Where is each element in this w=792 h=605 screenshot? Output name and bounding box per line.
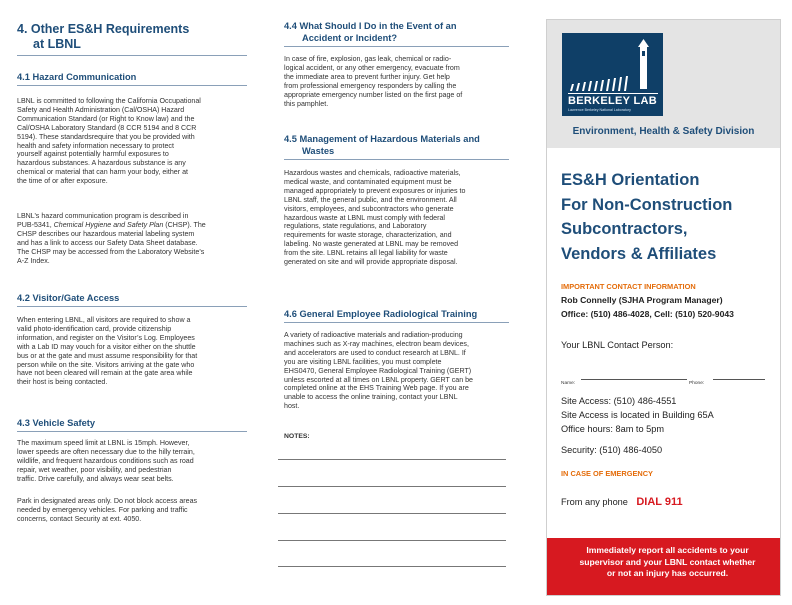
text-line: concerns, contact Security at ext. 4050.: [17, 514, 142, 523]
program-manager: Rob Connelly (SJHA Program Manager): [561, 295, 723, 305]
text-line: bus or at the gate and must assume responsibility for that: [17, 351, 198, 360]
text-line: and has a link to access our Safety Data Sheet database.: [17, 238, 198, 247]
text-line: Hazardous wastes and chemicals, radioactive materials,: [284, 169, 461, 177]
heading-4-6: 4.6 General Employee Radiological Training: [284, 308, 509, 323]
name-underline: [581, 379, 687, 380]
text-line: When entering LBNL, all visitors are required to show a: [17, 316, 191, 324]
text-line: medical waste, and contaminated equipment must be: [284, 177, 452, 186]
text-line: LBNL’s hazard communication program is described in: [17, 212, 189, 220]
text-line: their host is being contacted.: [17, 378, 108, 387]
section-4-title-line1: 4. Other ES&H Requirements: [17, 22, 190, 36]
site-access-location: Site Access is located in Building 65A: [561, 410, 714, 420]
text-line: A variety of radioactive materials and radiation-producing: [284, 331, 463, 339]
report-accidents-banner: [547, 538, 780, 595]
text-line: the time of or after exposure.: [17, 177, 108, 186]
text-line: Cal/OSHA Laboratory Standard (8 CCR 5194 and 8 CCR: [17, 123, 197, 132]
banner-line: Immediately report all accidents to your: [586, 545, 749, 555]
from-any-phone: From any phone: [561, 497, 628, 507]
text-line: EHS0470, General Employee Radiological Training (GERT): [284, 366, 472, 375]
section-4-title-line2: at LBNL: [33, 37, 81, 51]
text-line: you are visiting LBNL facilities, you must complete: [284, 357, 442, 366]
heading-4-3: 4.3 Vehicle Safety: [17, 417, 247, 432]
s43-paragraph-2: [17, 497, 249, 524]
name-label: Name:: [561, 381, 576, 386]
text-line: from the site. LBNL retains all legal liability for waste: [284, 249, 448, 258]
s45-paragraph: [284, 169, 516, 267]
text-line: unable to access the online training, contact your LBNL: [284, 393, 458, 402]
text-line: host.: [284, 402, 300, 411]
text-line: LBNL staff, the general public, and the environment. All: [284, 195, 457, 204]
emergency-line: [561, 492, 683, 510]
text-line: LBNL is committed to following the California Occupational: [17, 97, 201, 105]
text-line: person while on the site. Visitors arriving at the gate who: [17, 360, 195, 369]
text-line: logical accident, or any other emergency, evacuate from: [284, 63, 460, 72]
name-field[interactable]: [561, 371, 687, 386]
cover-panel: [546, 19, 781, 596]
notes-line[interactable]: [278, 566, 506, 567]
manager-phone: Office: (510) 486-4028, Cell: (510) 520-9043: [561, 309, 734, 319]
text-line: regulations, state regulations, and Laboratory: [284, 222, 427, 231]
text-line: from professional emergency responders by calling the: [284, 81, 457, 90]
text-line: CHSP describes our hazardous material labeling system: [17, 229, 195, 238]
text-line: lower speeds are often necessary due to the hilly terrain,: [17, 447, 195, 456]
text-line: wildlife, and frequent hazardous conditions such as road: [17, 456, 194, 465]
banner-line: supervisor and your LBNL contact whether: [579, 556, 756, 567]
text-line: Communication Standard (or Right to Know law) and the: [17, 114, 195, 123]
berkeley-lab-logo: [562, 33, 663, 116]
text-line: appropriate emergency number listed on the first page of: [284, 90, 463, 99]
text-line: machines such as X-ray machines, electron beam devices,: [284, 339, 469, 348]
office-hours: Office hours: 8am to 5pm: [561, 424, 664, 434]
title-line: ES&H Orientation: [561, 171, 700, 189]
heading-4-4: [284, 20, 509, 47]
header-band: [547, 20, 780, 148]
text-line: Park in designated areas only. Do not block access areas: [17, 497, 198, 505]
text-line: health and safety information necessary to protect: [17, 141, 174, 150]
title-line: Subcontractors,: [561, 220, 688, 238]
phone-underline: [713, 379, 765, 380]
text-line: requirements for waste storage, characterization, and: [284, 231, 452, 240]
title-line: For Non-Construction: [561, 195, 733, 214]
phone-field[interactable]: [689, 371, 765, 386]
text-line: yourself against potentially harmful exposures to: [17, 150, 169, 159]
dial-911: DIAL 911: [636, 496, 683, 508]
text-line: traffic. Drive carefully, and always wear seat belts.: [17, 474, 174, 483]
text-line: Safety and Health Administration (Cal/OSHA) Hazard: [17, 105, 185, 114]
s41-paragraph-1: [17, 97, 249, 186]
text-line: The CHSP may be accessed from the Laboratory Website’s: [17, 247, 205, 256]
text-line: completed online at the EHS Training Web page. If you are: [284, 384, 469, 393]
s42-paragraph: [17, 316, 249, 387]
heading-4-1: 4.1 Hazard Communication: [17, 71, 247, 86]
emergency-label: IN CASE OF EMERGENCY: [561, 469, 653, 478]
heading-4-5-line2: Wastes: [302, 146, 335, 156]
chsp-title: Chemical Hygiene and Safety Plan: [53, 220, 164, 229]
text-line: 5194). These standardsrequire that you be provided with: [17, 132, 195, 141]
important-contact-label: IMPORTANT CONTACT INFORMATION: [561, 282, 696, 291]
title-line: Vendors & Affiliates: [561, 244, 717, 263]
heading-4-4-line2: Accident or Incident?: [302, 33, 398, 43]
text-line: repair, wet weather, poor visibility, and pedestrian: [17, 465, 172, 474]
contact-person-label: Your LBNL Contact Person:: [561, 340, 674, 350]
division-name: Environment, Health & Safety Division: [572, 126, 755, 137]
text-line: generated on site and will provide appropriate disposal.: [284, 258, 458, 267]
s43-paragraph-1: [17, 439, 249, 484]
text-span: PUB-5341,: [17, 220, 54, 229]
text-line: information, and register on the Visitor’s Log. Employees: [17, 333, 195, 342]
text-line: [17, 221, 249, 230]
banner-line: or not an injury has occurred.: [606, 568, 729, 579]
text-line: have not been cleared will remain at the gate area while: [17, 369, 193, 378]
heading-4-5: [284, 133, 509, 160]
text-line: visitors, employees, and subcontractors who generate: [284, 204, 454, 213]
text-line: labeling. No waste generated at LBNL may be removed: [284, 240, 459, 249]
notes-line[interactable]: [278, 513, 506, 514]
logo-subtext: Lawrence Berkeley National Laboratory: [568, 108, 631, 112]
text-line: In case of fire, explosion, gas leak, chemical or radio-: [284, 55, 452, 63]
section-4-title: [17, 22, 247, 56]
heading-4-4-line1: 4.4 What Should I Do in the Event of an: [284, 21, 457, 31]
text-line: A-Z Index.: [17, 256, 50, 265]
heading-4-5-line1: 4.5 Management of Hazardous Materials and: [284, 134, 480, 144]
logo-wordmark: BERKELEY LAB: [568, 95, 657, 107]
text-line: chemical or material that can harm your body, either at: [17, 168, 188, 177]
site-access-phone: Site Access: (510) 486-4551: [561, 396, 677, 406]
text-span: (CHSP). The: [163, 220, 206, 229]
text-line: valid photo-identification card, provide citizenship: [17, 324, 172, 333]
text-line: managed appropriately to prevent exposures or injuries to: [284, 186, 466, 195]
text-line: needed by emergency vehicles. For parking and traffic: [17, 505, 188, 514]
brochure-title: [561, 168, 771, 266]
s41-paragraph-2: [17, 212, 249, 265]
s44-paragraph: [284, 55, 516, 108]
text-line: hazardous substances. A hazardous substance is any: [17, 159, 186, 168]
notes-line[interactable]: [278, 540, 506, 541]
security-phone: Security: (510) 486-4050: [561, 445, 663, 455]
text-line: and accelerators are used to conduct research at LBNL. If: [284, 348, 466, 357]
text-line: The maximum speed limit at LBNL is 15mph. However,: [17, 439, 190, 447]
notes-line[interactable]: [278, 459, 506, 460]
phone-label: Phone:: [689, 381, 705, 386]
text-line: unless escorted at all times on LBNL property. GERT can be: [284, 375, 473, 384]
text-line: with a Lab ID may vouch for a visitor either on the shuttle: [17, 342, 196, 351]
text-line: the immediate area to prevent further injury. Get help: [284, 72, 450, 81]
s46-paragraph: [284, 331, 516, 411]
text-line: this pamphlet.: [284, 99, 329, 108]
notes-label: NOTES:: [284, 433, 310, 440]
heading-4-2: 4.2 Visitor/Gate Access: [17, 292, 247, 307]
text-line: hazardous waste at LBNL must comply with federal: [284, 213, 445, 222]
notes-line[interactable]: [278, 486, 506, 487]
